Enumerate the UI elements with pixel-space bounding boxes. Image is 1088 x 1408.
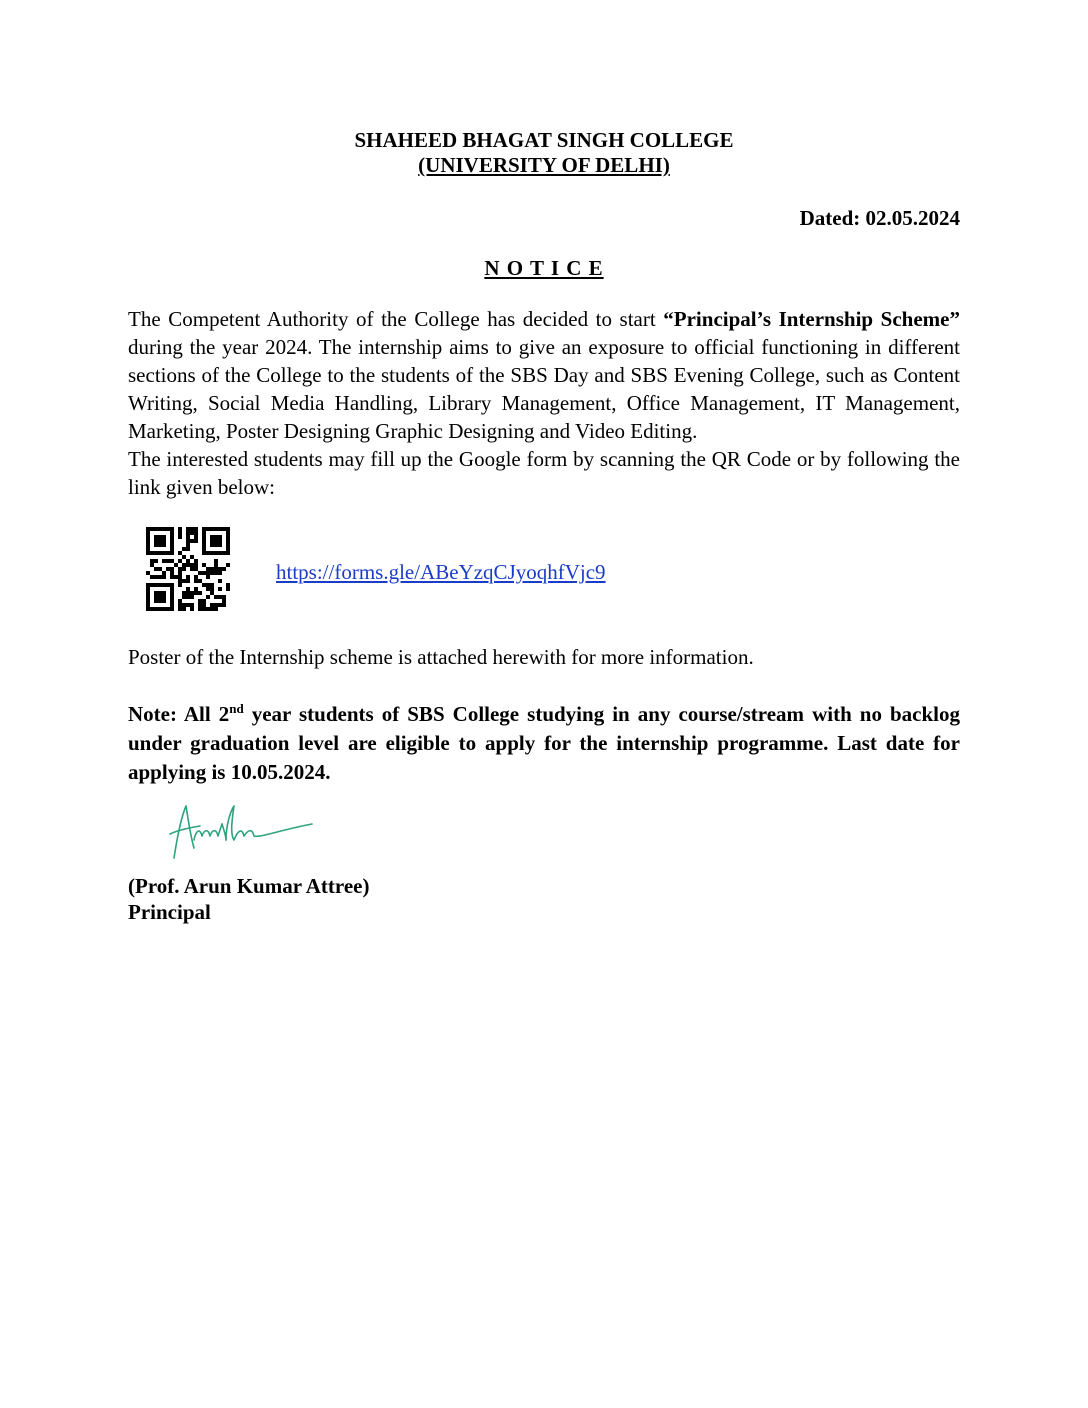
- notice-body: [128, 305, 960, 501]
- google-form-link[interactable]: https://forms.gle/ABeYzqCJyoqhfVjc9: [276, 560, 606, 584]
- scheme-name: “Principal’s Internship Scheme”: [663, 307, 960, 331]
- letterhead: [0, 128, 1088, 178]
- poster-info: Poster of the Internship scheme is attached herewith for more information.: [128, 645, 754, 669]
- body-details: during the year 2024. The internship aims to give an exposure to official functioning in different sections of the College to the students of the SBS Day and SBS Evening College, such as Content Writing, Social Media Handling, Library Management, Office Management, IT Management, Marketing, Poster Designing Graphic Designing and Video Editing.: [128, 335, 960, 443]
- qr-code-icon[interactable]: [146, 527, 230, 611]
- note-superscript: nd: [229, 701, 244, 716]
- signatory-designation: Principal: [128, 900, 211, 924]
- body-paragraph-2: The interested students may fill up the Google form by scanning the QR Code or by following the link given below:: [128, 447, 960, 499]
- signatory-name: (Prof. Arun Kumar Attree): [128, 874, 370, 898]
- notice-title: N O T I C E: [484, 256, 604, 280]
- body-intro: The Competent Authority of the College has decided to start: [128, 307, 664, 331]
- college-name: SHAHEED BHAGAT SINGH COLLEGE: [354, 128, 734, 152]
- body-paragraph-1: [128, 305, 960, 445]
- note-part-2: year students of SBS College studying in any course/stream with no backlog under graduation level are eligible to apply for the internship programme. Last date for applying is 10.05.2024.: [128, 702, 961, 784]
- eligibility-note: [128, 700, 960, 787]
- signature-icon: [160, 800, 330, 870]
- university-name: (UNIVERSITY OF DELHI): [418, 153, 670, 177]
- note-part-1: Note: All 2: [128, 702, 230, 726]
- notice-date: Dated: 02.05.2024: [799, 206, 960, 230]
